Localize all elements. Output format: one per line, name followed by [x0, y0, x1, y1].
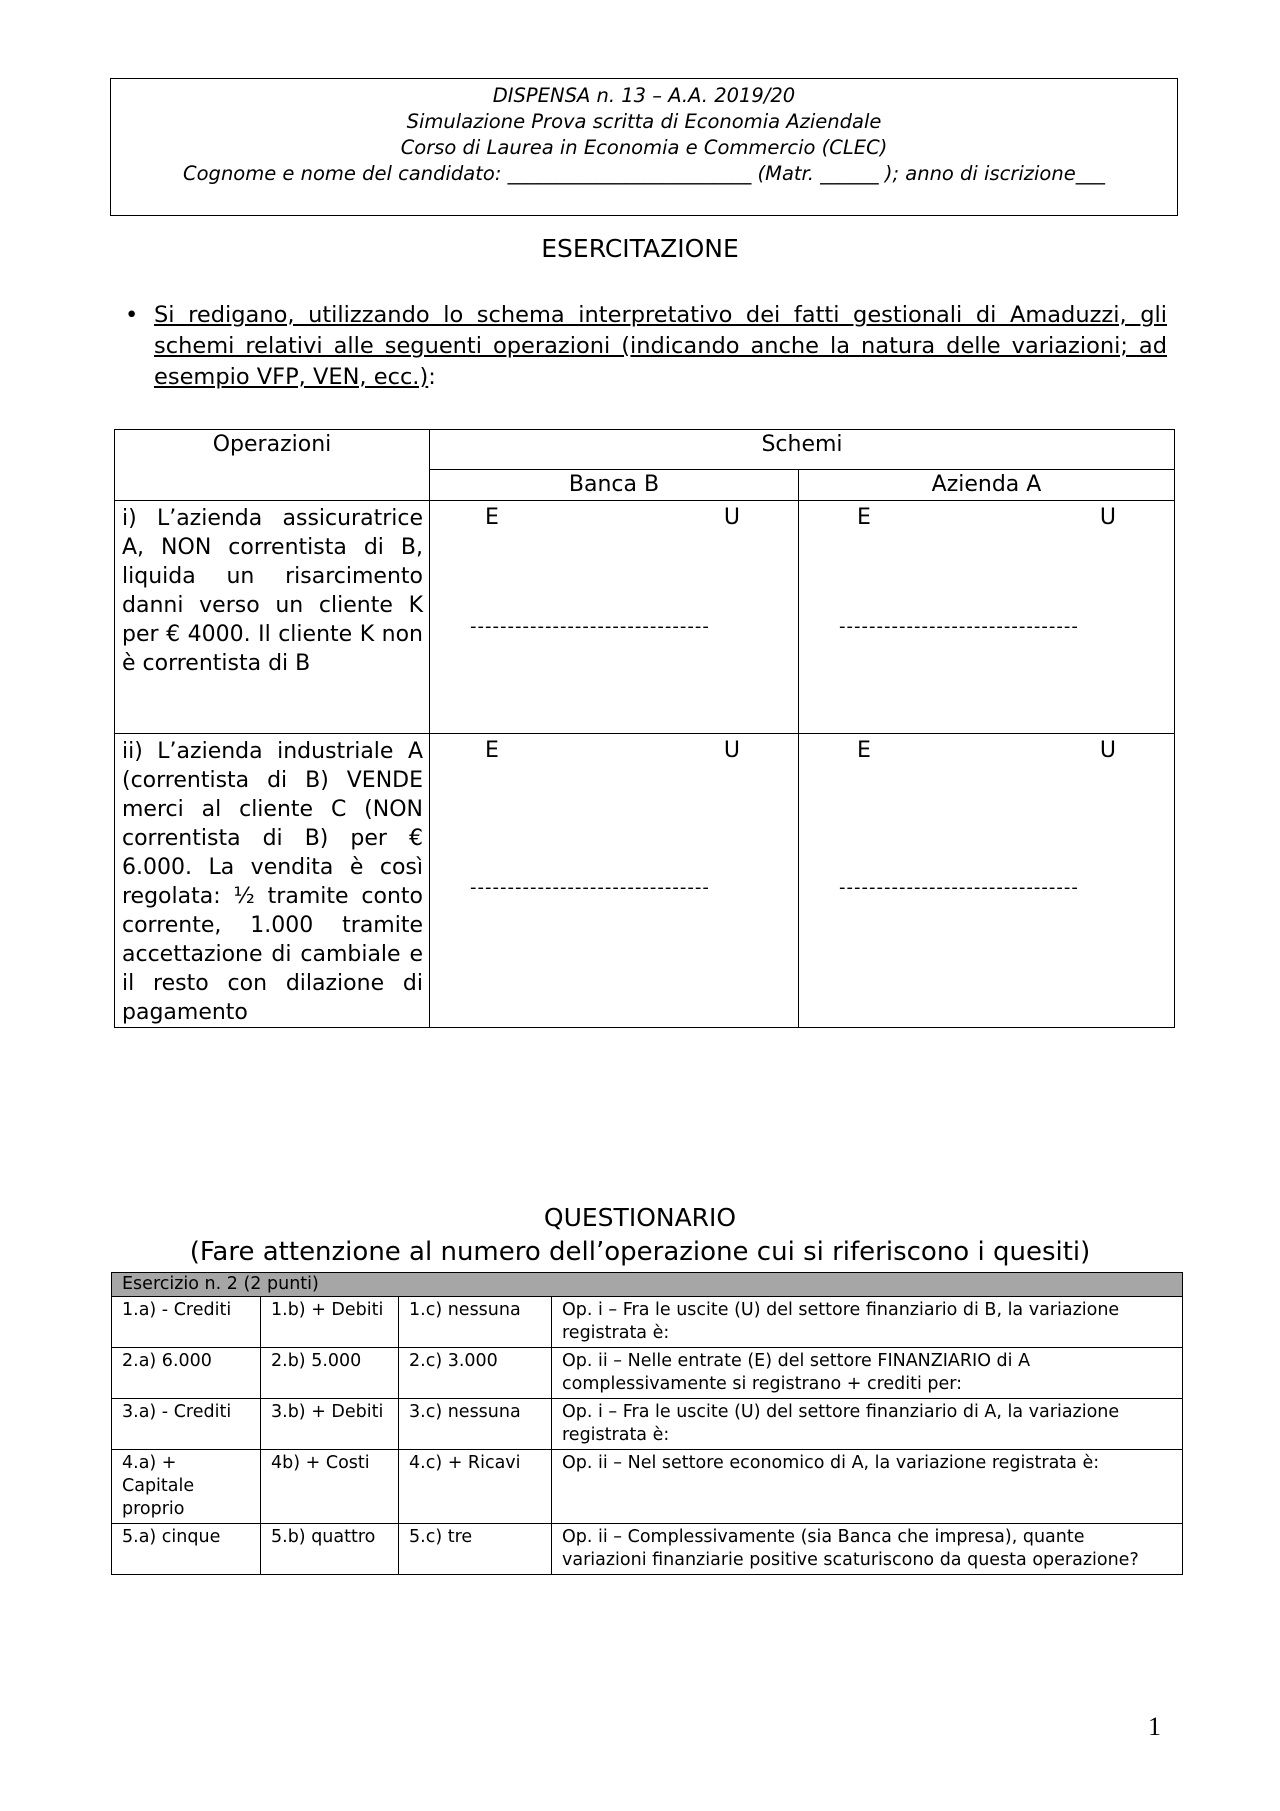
page-number: 1: [1148, 1712, 1161, 1741]
header-banca-b: Banca B: [430, 470, 799, 501]
question-text: Op. i – Fra le uscite (U) del settore finanziario di A, la variazione registrata è:: [552, 1399, 1183, 1450]
table-row: [112, 1348, 1183, 1399]
uscite-label: U: [723, 505, 740, 530]
dispensa-line: DISPENSA n. 13 – A.A. 2019/20: [492, 84, 796, 107]
table-row: [112, 1399, 1183, 1450]
candidate-line: Cognome e nome del candidato: _________________________ (Matr. ______ ); anno di iscrizione___: [183, 162, 1105, 185]
esercitazione-title: ESERCITAZIONE: [541, 234, 739, 263]
option-b: 1.b) + Debiti: [261, 1297, 399, 1348]
schema-banca-b: [430, 501, 799, 734]
instruction-text: Si redigano, utilizzando lo schema interpretativo dei fatti gestionali di Amaduzzi, gli schemi relativi alle seguenti operazioni (indicando anche la natura delle variazioni; ad esempio VFP, VEN, ecc.):: [154, 302, 1167, 390]
uscite-label: U: [1099, 505, 1116, 530]
header-box: [110, 78, 1178, 216]
option-b: 3.b) + Debiti: [261, 1399, 399, 1450]
table-row: [115, 501, 1175, 734]
option-c: 1.c) nessuna: [399, 1297, 552, 1348]
option-b: 2.b) 5.000: [261, 1348, 399, 1399]
option-c: 5.c) tre: [399, 1524, 552, 1575]
simulazione-line: Simulazione Prova scritta di Economia Aziendale: [406, 110, 882, 133]
entrate-label: E: [857, 738, 871, 763]
separator-line: --------------------------------: [470, 616, 710, 637]
option-a: 3.a) - Crediti: [112, 1399, 261, 1450]
instruction: [125, 300, 1167, 393]
separator-line: --------------------------------: [839, 616, 1079, 637]
option-c: 2.c) 3.000: [399, 1348, 552, 1399]
question-text: Op. ii – Nelle entrate (E) del settore FINANZIARIO di A complessivamente si registrano + crediti per:: [552, 1348, 1183, 1399]
uscite-label: U: [723, 738, 740, 763]
table-row: [112, 1524, 1183, 1575]
questionario-title: QUESTIONARIO: [543, 1203, 737, 1232]
operation-text: ii) L’azienda industriale A (correntista di B) VENDE merci al cliente C (NON correntista di B) per € 6.000. La vendita è così regolata: ½ tramite conto corrente, 1.000 tramite accettazione di cambiale e il resto con dilazione di pagamento: [115, 734, 430, 1028]
table-row: [112, 1450, 1183, 1524]
bullet-icon: •: [125, 302, 139, 328]
option-b: 5.b) quattro: [261, 1524, 399, 1575]
table-row: [115, 734, 1175, 1028]
option-a: 4.a) + Capitale proprio: [112, 1450, 261, 1524]
option-a: 2.a) 6.000: [112, 1348, 261, 1399]
option-a: 5.a) cinque: [112, 1524, 261, 1575]
header-azienda-a: Azienda A: [799, 470, 1175, 501]
question-text: Op. i – Fra le uscite (U) del settore finanziario di B, la variazione registrata è:: [552, 1297, 1183, 1348]
entrate-label: E: [485, 738, 499, 763]
schemi-table: [114, 429, 1175, 1028]
schema-azienda-a: [799, 734, 1175, 1028]
exercise-header: Esercizio n. 2 (2 punti): [112, 1273, 1183, 1297]
option-c: 4.c) + Ricavi: [399, 1450, 552, 1524]
schema-banca-b: [430, 734, 799, 1028]
separator-line: --------------------------------: [470, 877, 710, 898]
option-a: 1.a) - Crediti: [112, 1297, 261, 1348]
uscite-label: U: [1099, 738, 1116, 763]
option-c: 3.c) nessuna: [399, 1399, 552, 1450]
separator-line: --------------------------------: [839, 877, 1079, 898]
header-operazioni: Operazioni: [115, 430, 430, 501]
quiz-table: [111, 1272, 1183, 1575]
questionario-subtitle: (Fare attenzione al numero dell’operazione cui si riferiscono i quesiti): [189, 1237, 1091, 1267]
question-text: Op. ii – Complessivamente (sia Banca che impresa), quante variazioni finanziarie positive scaturiscono da questa operazione?: [552, 1524, 1183, 1575]
entrate-label: E: [485, 505, 499, 530]
operation-text: i) L’azienda assicuratrice A, NON correntista di B, liquida un risarcimento danni verso un cliente K per € 4000. Il cliente K non è correntista di B: [115, 501, 430, 734]
corso-line: Corso di Laurea in Economia e Commercio (CLEC): [400, 136, 888, 159]
table-row: [112, 1297, 1183, 1348]
option-b: 4b) + Costi: [261, 1450, 399, 1524]
schema-azienda-a: [799, 501, 1175, 734]
header-schemi: Schemi: [430, 430, 1175, 470]
question-text: Op. ii – Nel settore economico di A, la variazione registrata è:: [552, 1450, 1183, 1524]
entrate-label: E: [857, 505, 871, 530]
